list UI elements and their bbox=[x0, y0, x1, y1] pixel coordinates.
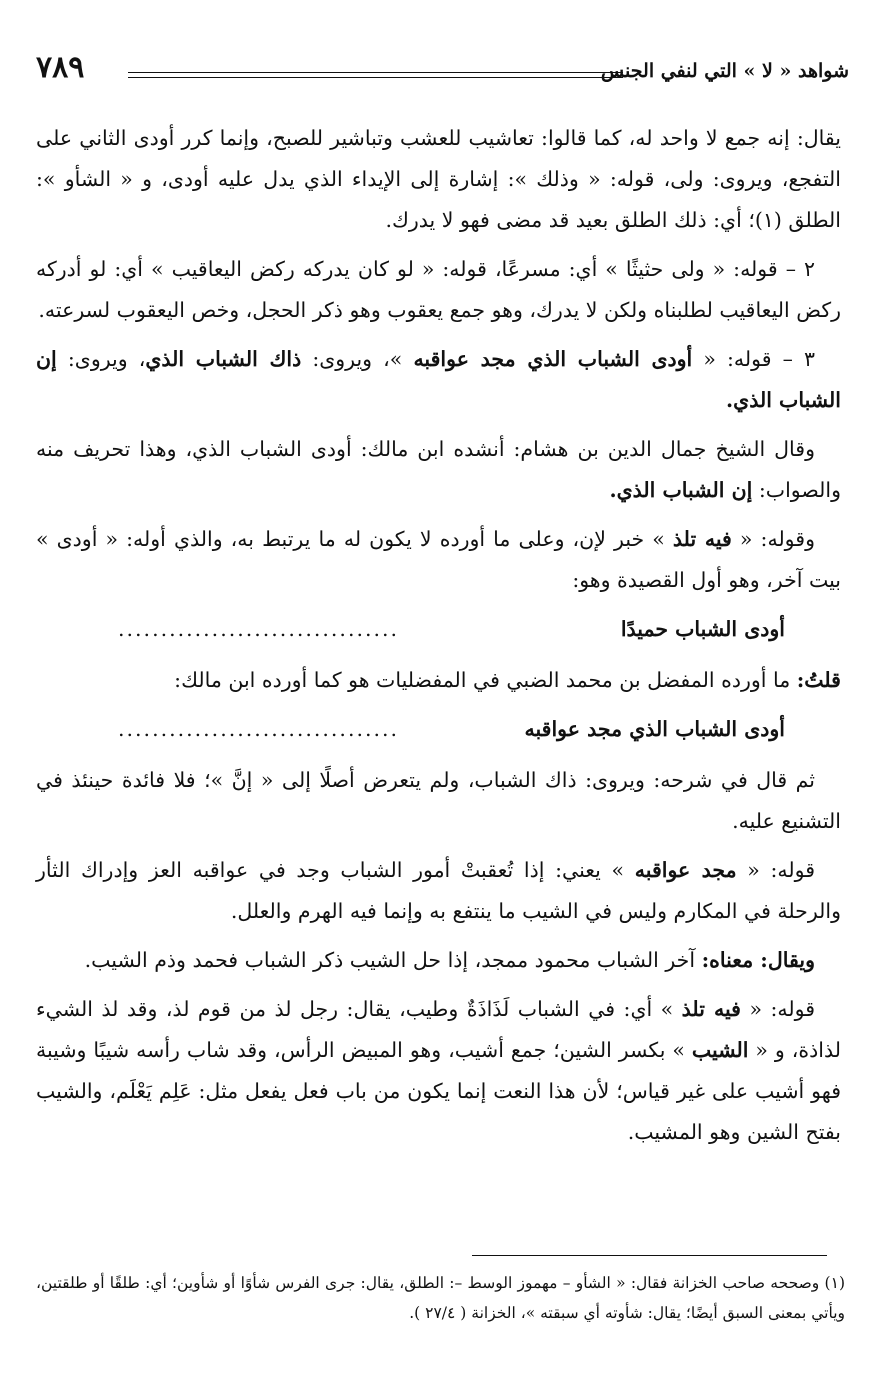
running-title: شواهد « لا » التي لنفي الجنس bbox=[600, 60, 849, 82]
paragraph-4-bold: إن الشباب الذي. bbox=[609, 478, 753, 502]
paragraph-5-prefix: وقوله: « bbox=[731, 527, 815, 551]
paragraph-1-line-1: يقال: إنه جمع لا واحد له، كما قالوا: تعاشيب للعشب وتباشير للصبح، وإنما كرر أودى الثاني bbox=[79, 126, 841, 150]
paragraph-3-prefix: ٣ – قوله: « bbox=[692, 347, 815, 371]
paragraph-1-line-2: على التفجع، ويروى: ولى، قوله: « وذلك »: إشارة إلى الإيداء الذي يدل عليه أودى، و « الشأو »: bbox=[36, 126, 841, 191]
paragraph-5-bold: فيه تلذ bbox=[672, 527, 732, 551]
footnotes bbox=[36, 1268, 845, 1328]
paragraph-8-rest: » يعني: إذا تُعقبتْ أمور الشباب وجد في عواقبه العز وإدراك الثأر والرحلة في المكارم وليس في الشيب ما ينتفع به وإنما فيه الهرم والعلل. bbox=[36, 858, 841, 923]
main-text bbox=[36, 118, 841, 1161]
paragraph-10-bold-2: الشيب bbox=[691, 1038, 749, 1062]
paragraph-1-line-3: الطلق (١)؛ أي: ذلك الطلق بعيد قد مضى فهو لا يدرك. bbox=[385, 208, 841, 232]
paragraph-4 bbox=[36, 429, 841, 511]
paragraph-4-text: وقال الشيخ جمال الدين بن هشام: أنشده ابن مالك: أودى الشباب الذي، وهذا تحريف منه والصواب: bbox=[36, 437, 841, 502]
verse-1 bbox=[36, 609, 841, 650]
paragraph-9-bold: ويقال: معناه: bbox=[701, 948, 815, 972]
verse-2-ellipsis: ................................. bbox=[118, 717, 400, 741]
verse-2 bbox=[36, 709, 841, 750]
paragraph-5 bbox=[36, 519, 841, 601]
paragraph-3-mid-1: »، ويروى: bbox=[301, 347, 414, 371]
verse-1-ellipsis: ................................. bbox=[118, 617, 400, 641]
paragraph-1 bbox=[36, 118, 841, 241]
paragraph-3 bbox=[36, 339, 841, 421]
paragraph-10 bbox=[36, 989, 841, 1153]
paragraph-8-bold: مجد عواقبه bbox=[634, 858, 737, 882]
paragraph-8-prefix: قوله: « bbox=[736, 858, 816, 882]
paragraph-5-rest: » خبر لإن، وعلى ما أورده لا يكون له ما يرتبط به، والذي أوله: « أودى » بيت آخر، وهو أول القصيدة وهو: bbox=[36, 527, 841, 592]
footnote-1: (١) وصححه صاحب الخزانة فقال: « الشأو – مهموز الوسط –: الطلق، يقال: جرى الفرس شأوًا أو شأوين؛ أي: طلقًا أو طلقتين، ويأتي بمعنى السبق أيضًا؛ يقال: شأوته أي سبقته »، الخزانة ( ٢٧/٤ ). bbox=[36, 1274, 845, 1322]
paragraph-3-mid-2: ، ويروى: bbox=[56, 347, 146, 371]
paragraph-10-bold-1: فيه تلذ bbox=[681, 997, 741, 1021]
paragraph-3-bold-2: ذاك الشباب الذي bbox=[145, 347, 302, 371]
paragraph-6-bold: قلتُ: bbox=[796, 668, 841, 692]
paragraph-6-rest: ما أورده المفضل بن محمد الضبي في المفضليات هو كما أورده ابن مالك: bbox=[174, 668, 797, 692]
page-header bbox=[36, 50, 849, 94]
paragraph-2: ٢ – قوله: « ولى حثيثًا » أي: مسرعًا، قوله: « لو كان يدركه ركض اليعاقيب » أي: لو أدركه ركض اليعاقيب لطلبناه ولكن لا يدرك، وهو جمع يعقوب وهو ذكر الحجل، وخص اليعقوب لسرعته. bbox=[36, 257, 841, 322]
paragraph-9-rest: آخر الشباب محمود ممجد، إذا حل الشيب ذكر الشباب فحمد وذم الشيب. bbox=[84, 948, 702, 972]
verse-1-text: أودى الشباب حميدًا bbox=[620, 617, 785, 641]
paragraph-3-bold-3: إن الشباب الذي. bbox=[36, 347, 841, 412]
paragraph-6 bbox=[36, 660, 841, 701]
page-number: ٧٨٩ bbox=[36, 50, 85, 85]
paragraph-10-prefix: قوله: « bbox=[741, 997, 816, 1021]
paragraph-7: ثم قال في شرحه: ويروى: ذاك الشباب، ولم يتعرض أصلًا إلى « إنَّ »؛ فلا فائدة حينئذ في التشنيع عليه. bbox=[36, 768, 841, 833]
paragraph-10-rest: » بكسر الشين؛ جمع أشيب، وهو المبيض الرأس، وقد شاب رأسه شيبًا وشيبة فهو أشيب على غير قياس؛ لأن هذا النعت إنما يكون من باب فعل يفعل مثل: عَلِم يَعْلَم، والشيب بفتح الشين وهو المشيب. bbox=[36, 1038, 841, 1144]
header-double-rule bbox=[128, 72, 623, 78]
paragraph-8 bbox=[36, 850, 841, 932]
paragraph-3-bold-1: أودى الشباب الذي مجد عواقبه bbox=[413, 347, 693, 371]
footnote-separator bbox=[472, 1255, 827, 1256]
paragraph-9 bbox=[36, 940, 841, 981]
verse-2-text: أودى الشباب الذي مجد عواقبه bbox=[524, 717, 785, 741]
paragraph-10-mid: » أي: في الشباب لَذَاذَةٌ وطيب، يقال: رجل لذ من قوم لذ، وقد لذ الشيء لذاذة، و « bbox=[36, 997, 841, 1062]
